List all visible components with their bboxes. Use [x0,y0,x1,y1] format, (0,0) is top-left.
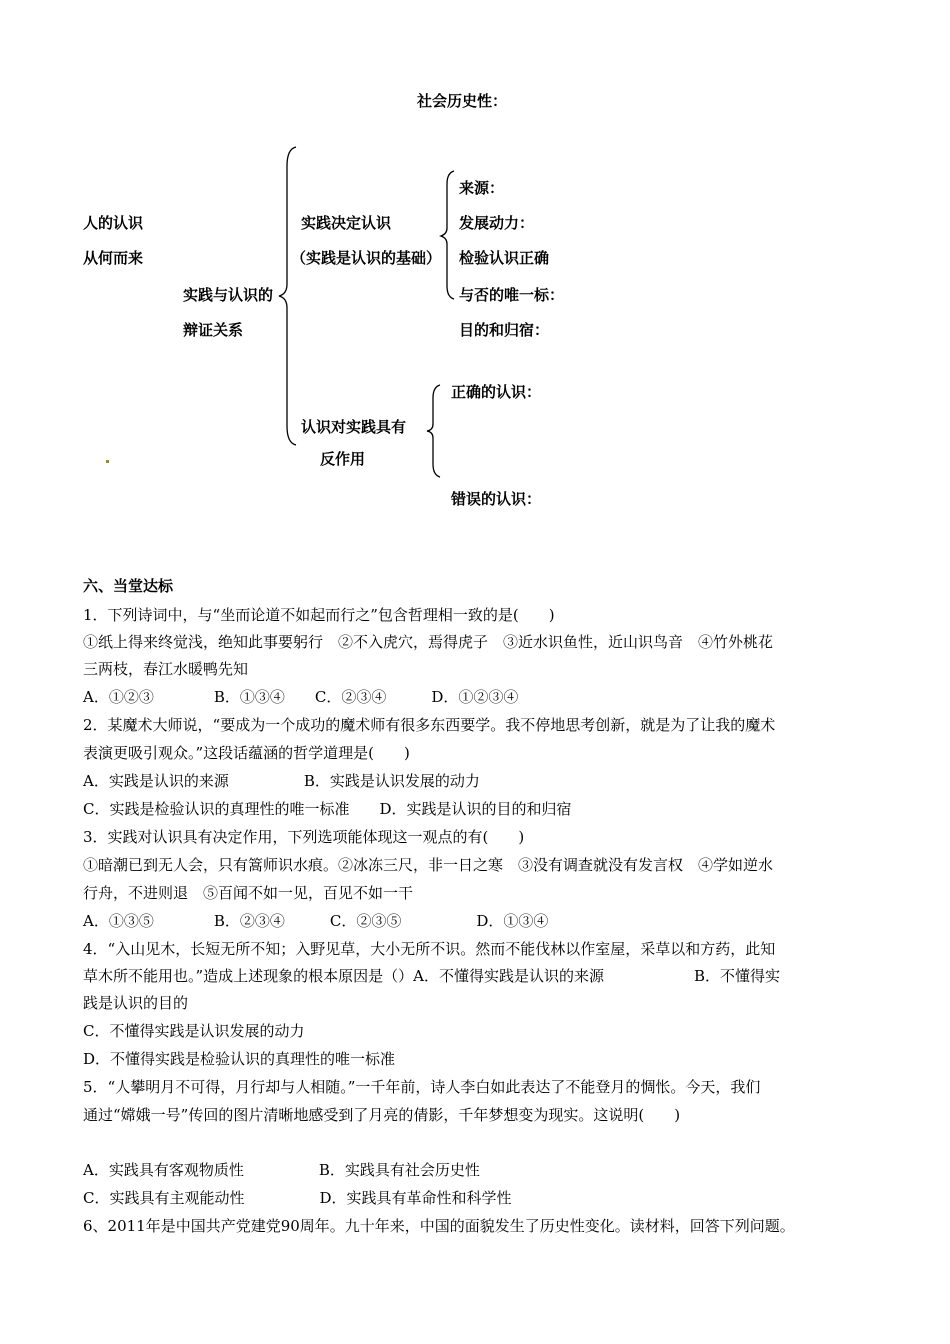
correct-label: 正确的认识： [451,383,542,401]
branch-a-label-1: 实践决定认识 [301,214,392,232]
text-line: D．不懂得实践是检验认识的真理性的唯一标准 [83,1050,396,1068]
text-line: ①暗潮已到无人会，只有篙师识水痕。②冰冻三尺，非一日之寒 ③没有调查就没有发言权 ④学如逆水 [83,856,774,874]
text-line: A．实践具有客观物质性 B．实践具有社会历史性 [83,1161,480,1179]
wrong-label: 错误的认识： [451,490,542,508]
branch-b-label-2: 反作用 [320,450,366,468]
text-line: 1．下列诗词中，与“坐而论道不如起而行之”包含哲理相一致的是( ) [83,606,555,624]
text-line: 通过“嫦娥一号”传回的图片清晰地感受到了月亮的倩影，千年梦想变为现实。这说明( ) [83,1106,681,1124]
text-line: C．实践具有主观能动性 D．实践具有革命性和科学性 [83,1189,512,1207]
text-line: 5．“人攀明月不可得，月行却与人相随。”一千年前，诗人李白如此表达了不能登月的惆怅。今天，我们 [83,1078,761,1096]
text-line: 草木所不能用也。”造成上述现象的根本原因是（）A．不懂得实践是认识的来源 B．不懂得实 [83,967,781,985]
stray-mark [106,460,109,463]
source-label: 来源： [459,179,505,197]
branch-a-label-2: （实践是认识的基础） [291,249,442,267]
mid-label-2: 辩证关系 [183,321,244,339]
text-line: 践是认识的目的 [83,994,189,1012]
text-line: A．实践是认识的来源 B．实践是认识发展的动力 [83,772,480,790]
text-line: 2．某魔术大师说，“要成为一个成功的魔术师有很多东西要学。我不停地思考创新，就是为了让我的魔术 [83,716,776,734]
text-line: A．①②③ B．①③④ C．②③④ D．①②③④ [83,688,519,706]
diagram-title: 社会历史性： [417,92,508,110]
branch-b-label-1: 认识对实践具有 [301,418,407,436]
test-label-1: 检验认识正确 [459,249,550,267]
text-line: 4．“入山见木，长短无所不知；入野见草，大小无所不识。然而不能伐林以作室屋，采草以和方药，此知 [83,940,776,958]
mid-label-1: 实践与认识的 [183,286,274,304]
test-label-2: 与否的唯一标： [459,286,565,304]
text-line: A．①③⑤ B．②③④ C．②③⑤ D．①③④ [83,912,549,930]
left-label-2: 从何而来 [83,249,144,267]
text-line: 行舟，不进则退 ⑤百闻不如一见，百见不如一干 [83,884,414,902]
section-heading: 六、当堂达标 [83,577,174,595]
goal-label: 目的和归宿： [459,321,550,339]
text-line: 3．实践对认识具有决定作用，下列选项能体现这一观点的有( ) [83,828,525,846]
bracket-b [424,384,442,478]
power-label: 发展动力： [459,214,535,232]
text-line: ①纸上得来终觉浅，绝知此事要躬行 ②不入虎穴，焉得虎子 ③近水识鱼性，近山识鸟音 ④竹外桃花 [83,633,774,651]
bracket-main [276,146,298,446]
left-label-1: 人的认识 [83,214,144,232]
text-line: 6、2011年是中国共产党建党90周年。九十年来，中国的面貌发生了历史性变化。读材料，回答下列问题。 [83,1217,795,1235]
text-line: 三两枝，春江水暖鸭先知 [83,660,249,678]
text-line: C．实践是检验认识的真理性的唯一标准 D．实践是认识的目的和归宿 [83,800,572,818]
text-line: C．不懂得实践是认识发展的动力 [83,1022,305,1040]
bracket-a [438,170,456,300]
text-line: 表演更吸引观众。”这段话蕴涵的哲学道理是( ) [83,744,410,762]
